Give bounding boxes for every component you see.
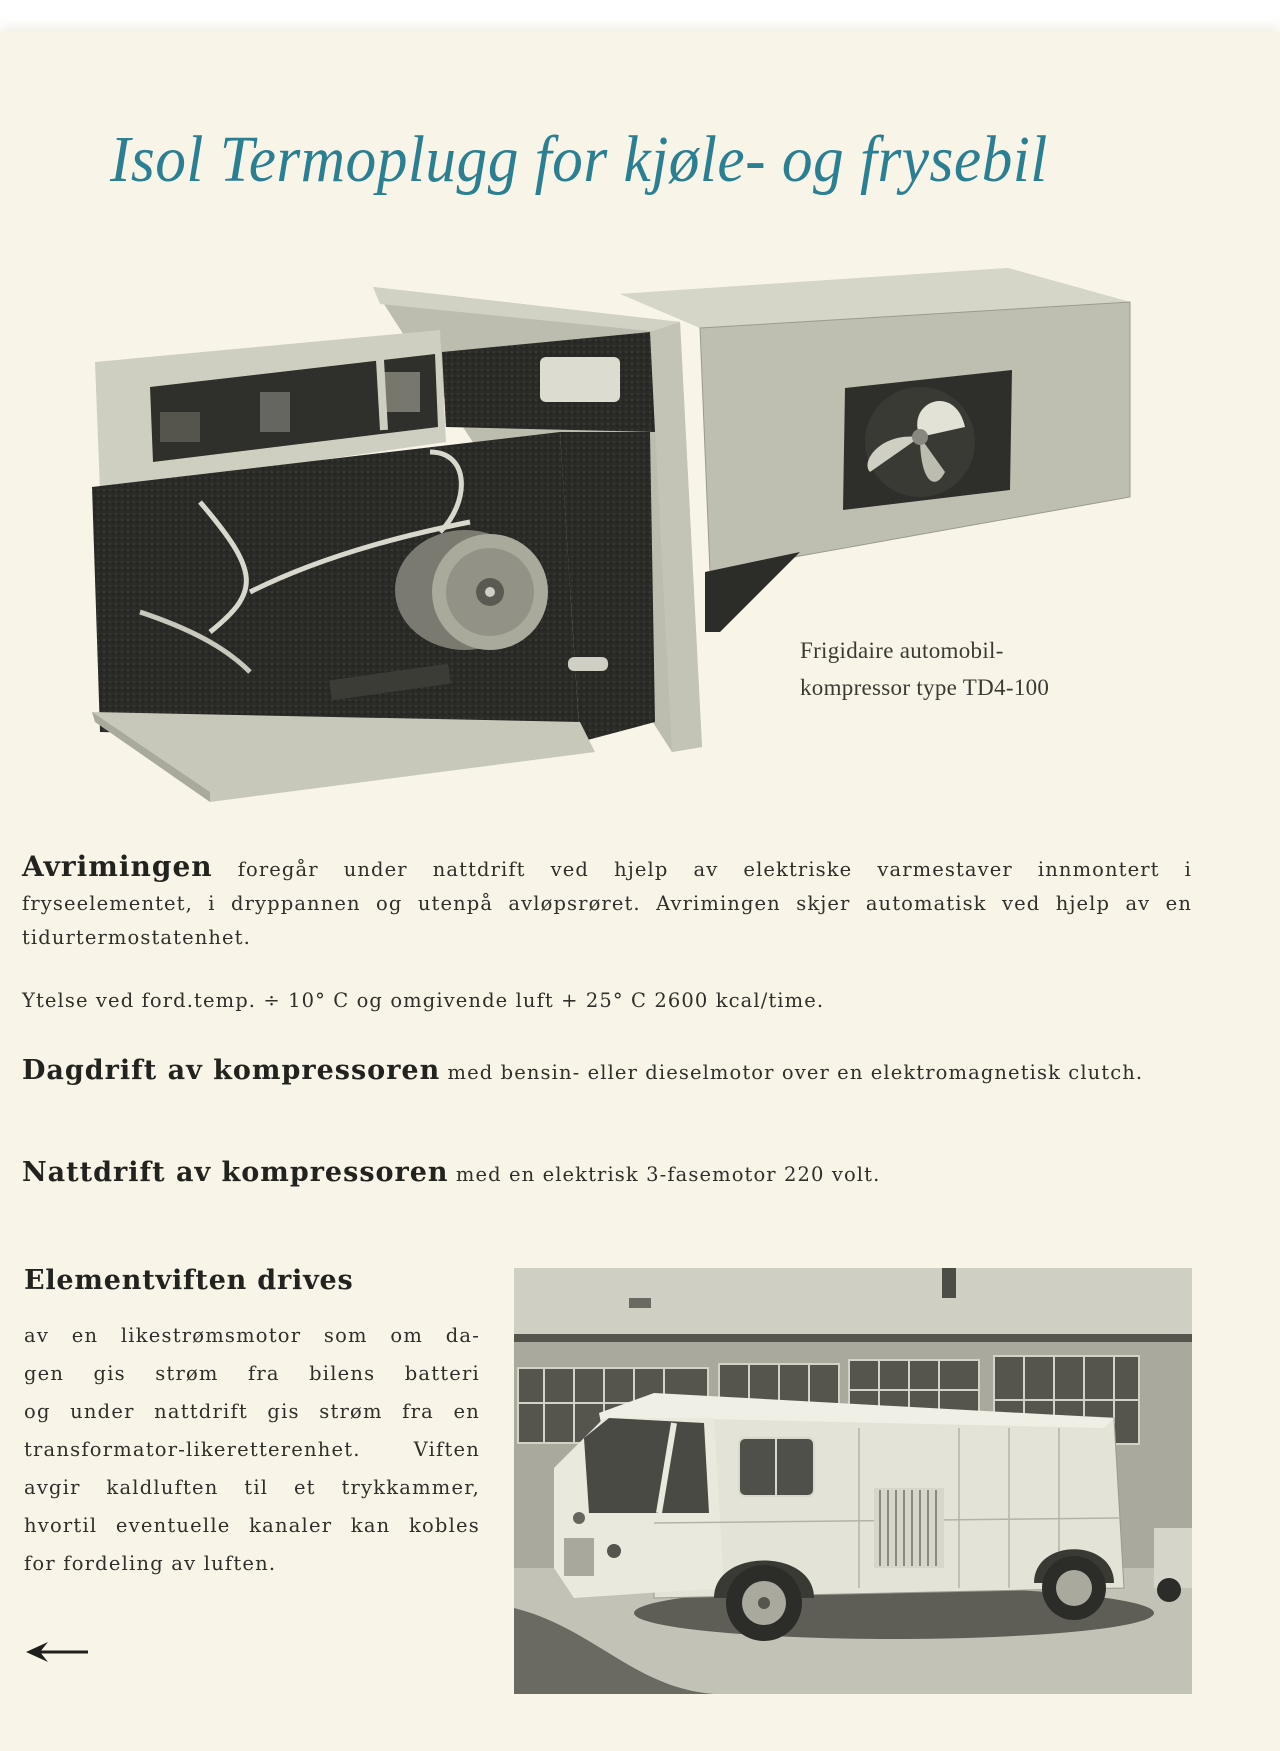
page-title: Isol Termoplugg for kjøle- og frysebil [110,123,1048,196]
body-line: transformator-likeretterenhet. Viften [24,1438,480,1461]
caption-line: Frigidaire automobil- [800,638,1004,663]
elementviften-body [24,1317,480,1583]
dagdrift-paragraph [22,1054,1192,1090]
dagdrift-heading: Dagdrift av kompressoren [22,1055,441,1086]
left-arrow-icon[interactable] [26,1640,90,1664]
avrimingen-paragraph [22,850,1192,955]
avrimingen-heading: Avrimingen [22,850,213,883]
refrigerated-truck-photo [514,1268,1192,1694]
caption-line: kompressor type TD4-100 [800,675,1050,700]
nattdrift-paragraph [22,1156,1192,1192]
dagdrift-body: med bensin- eller dieselmotor over en elektromagnetisk clutch. [440,1061,1144,1084]
body-line: avgir kaldluften til et trykkammer, [24,1476,480,1499]
compressor-unit-photo [0,32,1280,832]
avrimingen-body: foregår under nattdrift ved hjelp av elektriske varmestaver innmontert i fryseelementet, i dryppannen og utenpå avløpsrøret. Avrimingen skjer automatisk ved hjelp av en tidurtermostatenhet. [22,858,1192,949]
equipment-caption [800,632,1049,706]
nattdrift-heading: Nattdrift av kompressoren [22,1157,449,1188]
body-line: for fordeling av luften. [24,1552,277,1575]
ytelse-line: Ytelse ved ford.temp. ÷ 10° C og omgivende luft + 25° C 2600 kcal/time. [22,989,825,1012]
body-line: av en likestrømsmotor som om da- [24,1324,480,1347]
elementviften-heading: Elementviften drives [24,1265,354,1296]
body-line: og under nattdrift gis strøm fra en [24,1400,480,1423]
brochure-page [0,32,1280,1751]
body-line: hvortil eventuelle kanaler kan kobles [24,1514,480,1537]
nattdrift-body: med en elektrisk 3-fasemotor 220 volt. [448,1163,881,1186]
body-line: gen gis strøm fra bilens batteri [24,1362,480,1385]
